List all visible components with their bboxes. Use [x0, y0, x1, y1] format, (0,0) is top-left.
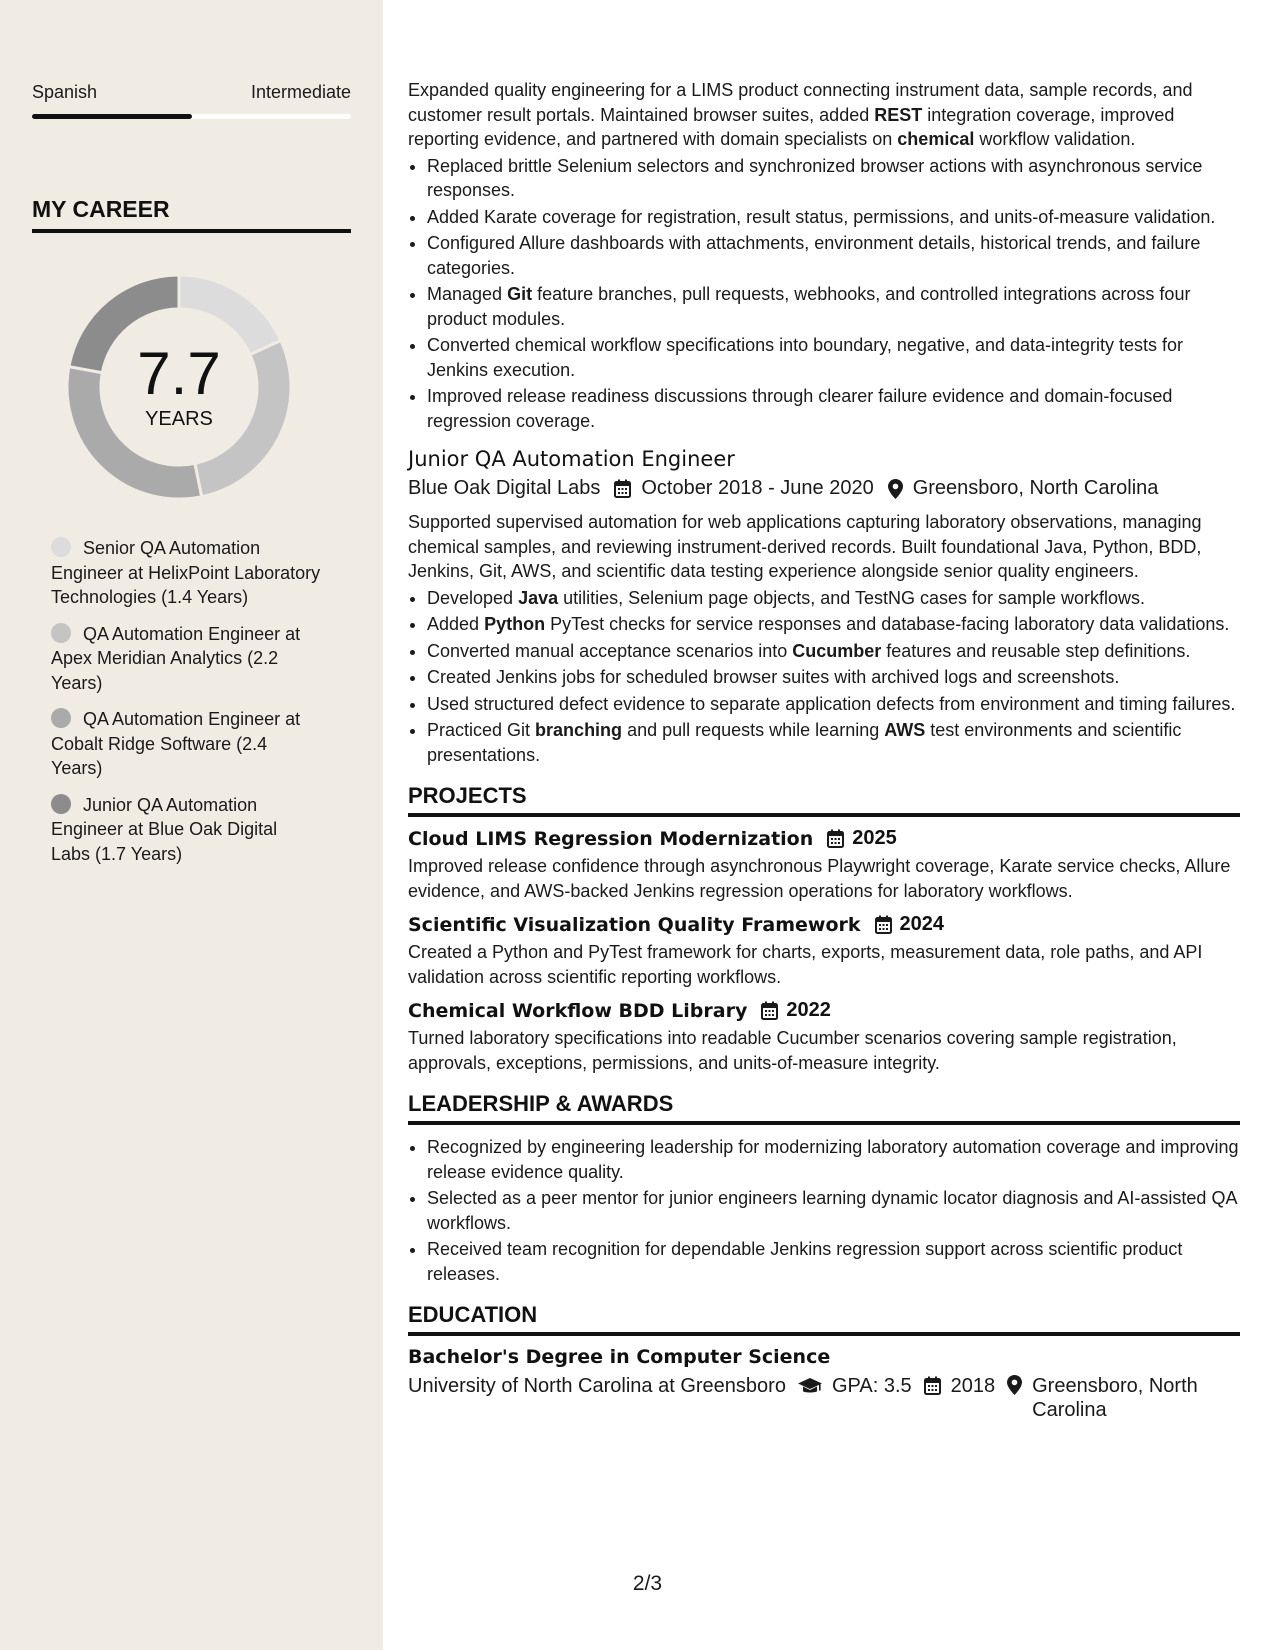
- education-meta: [408, 1374, 1240, 1422]
- calendar-icon: [875, 915, 892, 934]
- project-year: 2025: [852, 827, 897, 849]
- project-item: [408, 913, 1240, 989]
- job-description: Supported supervised automation for web applications capturing laboratory observations, managing chemical samples, and reviewing instrument-derived records. Built foundational Java, Python, BDD, Jenkins, Git, AWS, and scientific data testing experience alongside senior quality engineers.: [408, 512, 1202, 581]
- location-pin-icon: [1007, 1375, 1022, 1395]
- legend-label: QA Automation Engineer at Apex Meridian Analytics (2.2 Years): [51, 623, 301, 693]
- project-title-row: [408, 913, 1240, 936]
- project-description: Turned laboratory specifications into readable Cucumber scenarios covering sample registration, approvals, exceptions, permissions, and units-of-measure integrity.: [408, 1028, 1177, 1073]
- job-title: Junior QA Automation Engineer: [408, 447, 735, 471]
- language-level: Intermediate: [250, 82, 351, 102]
- education-gpa: GPA: 3.5: [831, 1375, 912, 1397]
- leadership-heading: LEADERSHIP & AWARDS: [408, 1091, 1240, 1125]
- education-school: University of North Carolina at Greensboro: [408, 1375, 786, 1397]
- education-year: 2018: [950, 1375, 996, 1397]
- legend-label: Senior QA Automation Engineer at HelixPoint Laboratory Technologies (1.4 Years): [51, 538, 321, 607]
- job-location: Greensboro, North Carolina: [912, 477, 1159, 499]
- career-legend: [51, 536, 321, 878]
- main-content: [408, 78, 1240, 1422]
- bold-keyword: Java: [518, 587, 559, 608]
- project-description: Improved release confidence through asynchronous Playwright coverage, Karate service checks, Allure evidence, and AWS-backed Jenkins regression operations for laboratory workflows.: [408, 856, 1231, 901]
- project-title-row: [408, 827, 1240, 850]
- job-bullet: • Converted chemical workflow specifications into boundary, negative, and data-integrity tests for Jenkins execution.: [427, 333, 1240, 382]
- project-item: [408, 827, 1240, 903]
- calendar-icon: [761, 1001, 778, 1020]
- education-location: Greensboro, North Carolina: [1032, 1375, 1198, 1421]
- legend-dot: [51, 623, 71, 643]
- career-heading: MY CAREER: [32, 196, 351, 233]
- language-proficiency-fill: [32, 114, 192, 119]
- project-title: Cloud LIMS Regression Modernization: [408, 827, 814, 850]
- leadership-item: • Selected as a peer mentor for junior engineers learning dynamic locator diagnosis and AI-assisted QA workflows.: [427, 1186, 1240, 1235]
- career-total-unit: YEARS: [145, 408, 213, 430]
- job-bullet: • Practiced Git branching and pull requests while learning AWS test environments and scientific presentations.: [427, 718, 1240, 767]
- calendar-icon: [924, 1376, 941, 1395]
- project-title: Scientific Visualization Quality Framework: [408, 913, 861, 936]
- language-name: Spanish: [32, 82, 98, 102]
- job-description: Expanded quality engineering for a LIMS product connecting instrument data, sample records, and customer result portals. Maintained browser suites, added REST integration coverage, improved reporting evidence, and partnered with domain specialists on chemical workflow validation.: [408, 80, 1193, 149]
- legend-dot: [51, 537, 71, 557]
- career-legend-item: [51, 622, 321, 696]
- legend-dot: [51, 708, 71, 728]
- job-bullets: [408, 154, 1240, 434]
- language-row: [32, 82, 351, 103]
- bold-keyword: Git: [507, 284, 533, 304]
- job-dates: October 2018 - June 2020: [641, 477, 874, 499]
- bold-keyword: REST: [874, 104, 923, 125]
- project-title-row: [408, 999, 1240, 1022]
- job-bullet: • Added Python PyTest checks for service responses and database-facing laboratory data validations.: [427, 612, 1240, 637]
- language-proficiency-bar: [32, 114, 351, 119]
- job-bullet: • Replaced brittle Selenium selectors and synchronized browser actions with asynchronous service responses.: [427, 154, 1240, 203]
- leadership-item: • Recognized by engineering leadership for modernizing laboratory automation coverage and improving release evidence quality.: [427, 1135, 1240, 1184]
- bold-keyword: chemical: [897, 129, 975, 149]
- job-meta: [408, 477, 1240, 500]
- legend-label: QA Automation Engineer at Cobalt Ridge Software (2.4 Years): [51, 709, 301, 778]
- career-donut-chart: [66, 274, 292, 500]
- legend-label: Junior QA Automation Engineer at Blue Oak Digital Labs (1.7 Years): [51, 794, 278, 864]
- projects-heading: PROJECTS: [408, 783, 1240, 817]
- project-item: [408, 999, 1240, 1075]
- location-pin-icon: [888, 479, 903, 499]
- job-bullets: [408, 586, 1240, 768]
- bold-keyword: Cucumber: [792, 640, 882, 661]
- leadership-list: [408, 1135, 1240, 1286]
- leadership-item: • Received team recognition for dependable Jenkins regression support across scientific product releases.: [427, 1237, 1240, 1286]
- legend-dot: [51, 794, 71, 814]
- job-bullet: • Created Jenkins jobs for scheduled browser suites with archived logs and screenshots.: [427, 665, 1240, 690]
- job-bullet: • Used structured defect evidence to separate application defects from environment and timing failures.: [427, 692, 1240, 717]
- page-number-text: 2/3: [632, 1572, 663, 1595]
- page-number: [0, 1572, 1275, 1596]
- career-total-value: 7.7: [137, 340, 221, 407]
- job-bullet: • Configured Allure dashboards with attachments, environment details, historical trends, and failure categories.: [427, 231, 1240, 280]
- bold-keyword: branching: [535, 720, 623, 740]
- job-bullet: • Developed Java utilities, Selenium page objects, and TestNG cases for sample workflows.: [427, 586, 1240, 611]
- bold-keyword: AWS: [884, 720, 926, 740]
- calendar-icon: [614, 479, 631, 498]
- project-year: 2022: [786, 999, 831, 1021]
- education-heading: EDUCATION: [408, 1302, 1240, 1336]
- job-bullet: • Converted manual acceptance scenarios into Cucumber features and reusable step definitions.: [427, 639, 1240, 664]
- job-bullet: • Improved release readiness discussions through clearer failure evidence and domain-focused regression coverage.: [427, 384, 1240, 433]
- career-legend-item: [51, 536, 321, 610]
- graduation-cap-icon: [798, 1377, 822, 1395]
- career-legend-item: [51, 707, 321, 781]
- career-legend-item: [51, 793, 321, 867]
- job-bullet: • Managed Git feature branches, pull requests, webhooks, and controlled integrations across four product modules.: [427, 282, 1240, 331]
- project-title: Chemical Workflow BDD Library: [408, 999, 748, 1022]
- job-bullet: • Added Karate coverage for registration, result status, permissions, and units-of-measure validation.: [427, 205, 1240, 230]
- project-year: 2024: [899, 913, 945, 935]
- sidebar: [0, 0, 383, 1650]
- bold-keyword: Python: [484, 614, 546, 634]
- project-description: Created a Python and PyTest framework for charts, exports, measurement data, role paths, and API validation across scientific reporting workflows.: [408, 942, 1203, 987]
- job-company: Blue Oak Digital Labs: [408, 477, 601, 499]
- calendar-icon: [827, 829, 844, 848]
- education-degree: Bachelor's Degree in Computer Science: [408, 1346, 831, 1368]
